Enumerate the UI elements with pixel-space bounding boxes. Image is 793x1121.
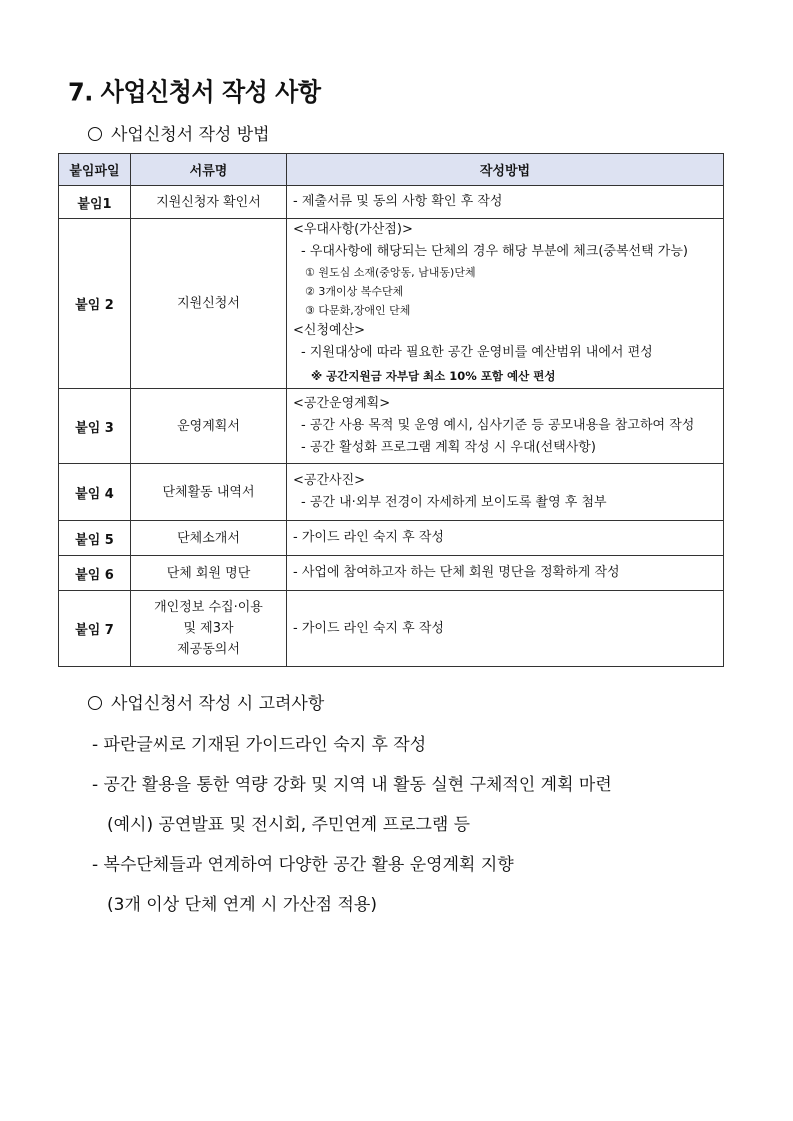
attachment-file-cell: 붙임 4 — [59, 464, 131, 521]
method-cell — [287, 464, 724, 521]
method-line: <공간사진> — [293, 473, 366, 488]
method-line: <우대사항(가산점)> — [293, 222, 413, 237]
consideration-item: - 공간 활용을 통한 역량 강화 및 지역 내 활동 실현 구체적인 계획 마련 — [92, 775, 612, 795]
table-row — [59, 464, 724, 521]
circle-bullet-icon — [88, 127, 102, 141]
document-name-line: 단체활동 내역서 — [162, 484, 255, 500]
method-line: - 사업에 참여하고자 하는 단체 회원 명단을 정확하게 작성 — [293, 565, 620, 580]
header-file: 붙임파일 — [59, 154, 131, 186]
method-line: <신청예산> — [293, 323, 366, 338]
table-header-row — [59, 154, 724, 186]
document-name-line: 운영계획서 — [177, 418, 240, 434]
document-name-cell — [131, 186, 287, 219]
page-title: 7. 사업신청서 작성 사항 — [68, 77, 321, 107]
attachment-table — [58, 153, 724, 667]
method-line: - 공간 활성화 프로그램 계획 작성 시 우대(선택사항) — [301, 440, 596, 455]
method-cell — [287, 591, 724, 667]
attachment-file-cell: 붙임1 — [59, 186, 131, 219]
section-heading-method: 사업신청서 작성 방법 — [88, 120, 270, 145]
method-line: <공간운영계획> — [293, 396, 391, 411]
table-row — [59, 556, 724, 591]
method-line: - 지원대상에 따라 필요한 공간 운영비를 예산범위 내에서 편성 — [301, 345, 653, 360]
header-method: 작성방법 — [287, 154, 724, 186]
table-row — [59, 219, 724, 389]
document-name-line: 지원신청자 확인서 — [156, 194, 261, 210]
document-name-cell — [131, 219, 287, 389]
method-line: - 가이드 라인 숙지 후 작성 — [293, 620, 444, 636]
method-line: - 공간 내·외부 전경이 자세하게 보이도록 촬영 후 첨부 — [301, 495, 607, 510]
method-line: ② 3개이상 복수단체 — [305, 285, 404, 298]
consideration-item: (예시) 공연발표 및 전시회, 주민연계 프로그램 등 — [107, 815, 471, 835]
table-row — [59, 389, 724, 464]
document-name-line: 및 제3자 — [183, 621, 234, 636]
method-line: - 가이드 라인 숙지 후 작성 — [293, 530, 444, 545]
document-name-line: 단체소개서 — [177, 530, 240, 546]
method-line: ① 원도심 소재(중앙동, 남내동)단체 — [305, 266, 476, 279]
document-name-line: 단체 회원 명단 — [166, 565, 251, 581]
document-name-line: 제공동의서 — [177, 642, 240, 657]
table-row — [59, 186, 724, 219]
document-name-cell — [131, 464, 287, 521]
method-line: ※ 공간지원금 자부담 최소 10% 포함 예산 편성 — [311, 369, 556, 383]
document-name-cell — [131, 556, 287, 591]
method-cell — [287, 521, 724, 556]
method-cell — [287, 219, 724, 389]
header-doc: 서류명 — [131, 154, 287, 186]
consideration-item: - 파란글씨로 기재된 가이드라인 숙지 후 작성 — [92, 735, 427, 755]
table-row — [59, 591, 724, 667]
method-cell — [287, 186, 724, 219]
document-name-cell — [131, 521, 287, 556]
table-row — [59, 521, 724, 556]
method-line: - 우대사항에 해당되는 단체의 경우 해당 부분에 체크(중복선택 가능) — [301, 244, 688, 259]
attachment-file-cell: 붙임 3 — [59, 389, 131, 464]
consideration-item: (3개 이상 단체 연계 시 가산점 적용) — [107, 895, 377, 915]
method-cell — [287, 389, 724, 464]
attachment-file-cell: 붙임 5 — [59, 521, 131, 556]
document-name-line: 개인정보 수집·이용 — [154, 600, 263, 615]
attachment-file-cell: 붙임 6 — [59, 556, 131, 591]
circle-bullet-icon — [88, 696, 102, 710]
attachment-file-cell: 붙임 7 — [59, 591, 131, 667]
document-name-line: 지원신청서 — [177, 296, 240, 311]
attachment-file-cell: 붙임 2 — [59, 219, 131, 389]
section-heading-considerations: 사업신청서 작성 시 고려사항 — [88, 689, 324, 714]
method-line: - 공간 사용 목적 및 운영 예시, 심사기준 등 공모내용을 참고하여 작성 — [301, 418, 695, 433]
consideration-item: - 복수단체들과 연계하여 다양한 공간 활용 운영계획 지향 — [92, 855, 514, 875]
document-name-cell — [131, 389, 287, 464]
method-cell — [287, 556, 724, 591]
document-name-cell — [131, 591, 287, 667]
method-line: - 제출서류 및 동의 사항 확인 후 작성 — [293, 194, 503, 209]
method-line: ③ 다문화,장애인 단체 — [305, 304, 411, 317]
